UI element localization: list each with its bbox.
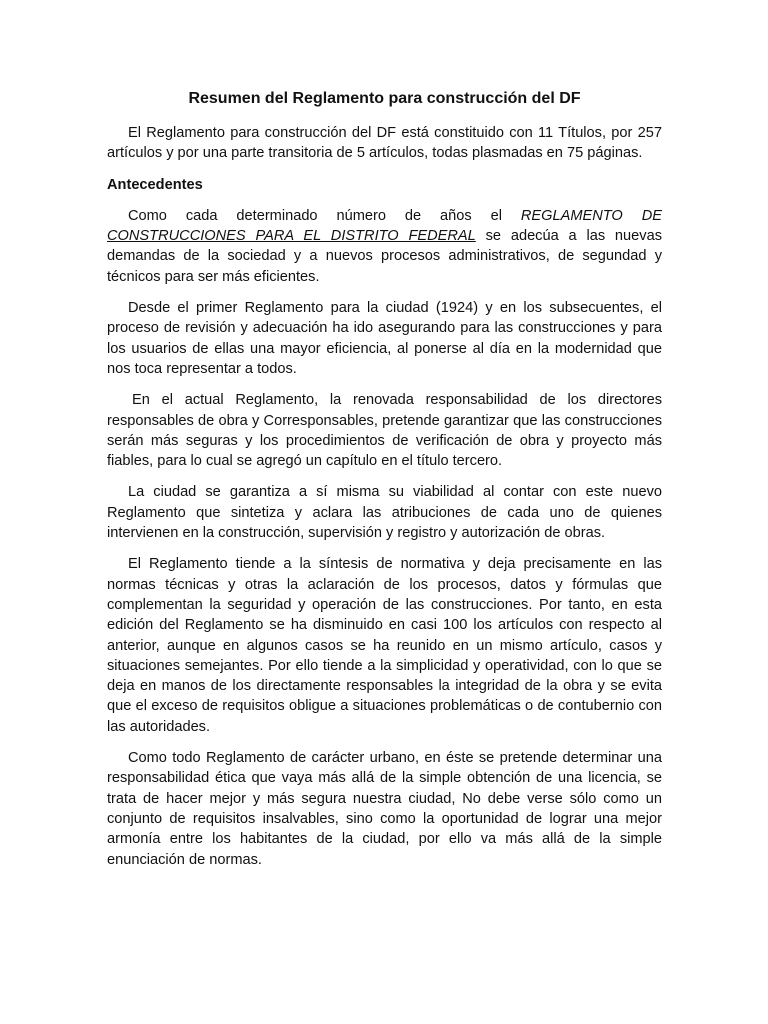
paragraph-5: El Reglamento tiende a la síntesis de normativa y deja precisamente en las normas técnicas y otras la aclaración de los procesos, datos y fórmulas que complementan la seguridad y operación de las construcciones. Por tanto, en esta edición del Reglamento se ha disminuido en casi 100 los artículos con respecto al anterior, aunque en algunos casos se ha reunido en un mismo artículo, casos y situaciones semejantes. Por ello tiende a la simplicidad y operatividad, con lo que se deja en manos de los directamente responsables la integridad de la obra y se evita que el exceso de requisitos obligue a situaciones problemáticas o de contubernio con las autoridades. [107, 556, 662, 735]
paragraph-6: Como todo Reglamento de carácter urbano, en éste se pretende determinar una responsabilidad ética que vaya más allá de la simple obtención de una licencia, se trata de hacer mejor y más segura nuestra ciudad, No debe verse sólo como un conjunto de requisitos insalvables, sino como la oportunidad de lograr una mejor armonía entre los habitantes de la ciudad, por ello va más allá de la simple enunciación de normas. [107, 750, 662, 868]
paragraph-1-tail: se adecúa a las nuevas demandas de la sociedad y a nuevos procesos administrativos, de segundad y técnicos para ser más eficientes. [107, 228, 662, 285]
section-heading-antecedentes: Antecedentes [107, 176, 203, 193]
document-page [107, 88, 662, 881]
paragraph-3: En el actual Reglamento, la renovada responsabilidad de los directores responsables de obra y Corresponsables, pretende garantizar que las construcciones serán más seguras y los procedimientos de verificación de obra y proyecto más fiables, para lo cual se agregó un capítulo en el título tercero. [107, 392, 662, 470]
paragraph-1-italic-a: REGLAMENTO DE [520, 207, 662, 224]
paragraph-2: Desde el primer Reglamento para la ciudad (1924) y en los subsecuentes, el proceso de revisión y adecuación ha ido asegurando para las construcciones y para los usuarios de ellas una mayor eficiencia, al ponerse al día en la modernidad que nos toca representar a todos. [107, 300, 662, 377]
paragraph-4: La ciudad se garantiza a sí misma su viabilidad al contar con este nuevo Reglamento que sintetiza y aclara las atribuciones de cada uno de quienes intervienen en la construcción, supervisión y registro y autorización de obras. [107, 484, 662, 542]
paragraph-1-lead: Como cada determinado número de años el [128, 207, 521, 224]
document-title: Resumen del Reglamento para construcción del DF [188, 90, 581, 107]
intro-paragraph: El Reglamento para construcción del DF está constituido con 11 Títulos, por 257 artículos y por una parte transitoria de 5 artículos, todas plasmadas en 75 páginas. [107, 125, 662, 162]
paragraph-1 [107, 206, 662, 287]
paragraph-1-italic-b: CONSTRUCCIONES PARA EL DISTRITO FEDERAL [107, 228, 476, 245]
